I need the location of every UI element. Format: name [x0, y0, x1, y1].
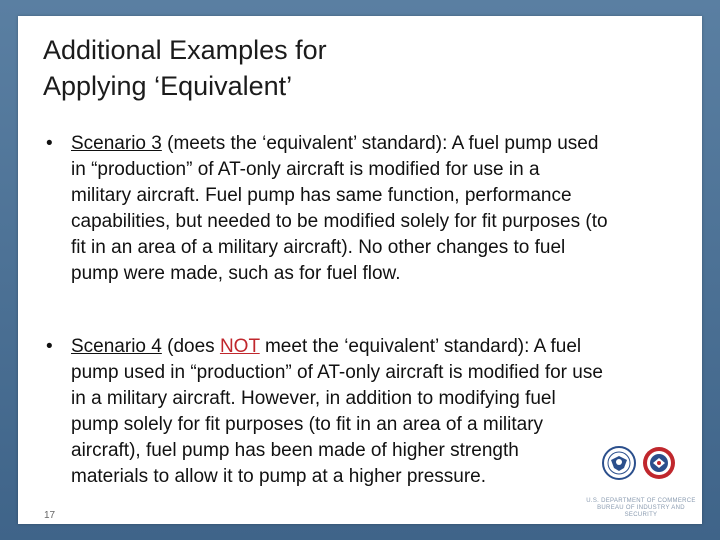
bis-seal-icon	[642, 446, 676, 480]
scenario-3-line-3: military aircraft. Fuel pump has same function, performance	[71, 185, 572, 206]
agency-logo	[586, 446, 696, 516]
scenario-4-line-2: pump used in “production” of AT-only aircraft is modified for use	[71, 362, 603, 383]
bullet-marker: •	[46, 133, 53, 154]
title-line-2: Applying ‘Equivalent’	[43, 71, 293, 101]
scenario-3-line-5: fit in an area of a military aircraft). No other changes to fuel	[71, 237, 566, 258]
scenario-4-post: meet the ‘equivalent’ standard): A fuel	[259, 336, 582, 357]
scenario-3-label: Scenario 3	[71, 133, 162, 154]
slide	[18, 16, 702, 524]
scenario-4-line-3: in a military aircraft. However, in addition to modifying fuel	[71, 388, 556, 409]
scenario-3-line-6: pump were made, such as for fuel flow.	[71, 263, 401, 284]
agency-name	[586, 498, 696, 519]
scenario-3-line-2: in “production” of AT-only aircraft is modified for use in a	[71, 159, 540, 180]
commerce-seal-icon	[602, 446, 636, 480]
scenario-3-line-1: (meets the ‘equivalent’ standard): A fuel pump used	[161, 133, 599, 154]
bullet-marker: •	[46, 336, 53, 357]
bullet-scenario-3	[46, 131, 686, 287]
scenario-4-pre: (does	[161, 336, 220, 357]
scenario-4-line-4: pump solely for fit purposes (to fit in an area of a military	[71, 414, 544, 435]
slide-title	[43, 32, 683, 104]
page-number: 17	[44, 510, 56, 521]
scenario-4-not-emphasis: NOT	[219, 336, 260, 357]
agency-line-2: BUREAU OF INDUSTRY AND SECURITY	[597, 505, 685, 518]
scenario-4-line-5: aircraft), fuel pump has been made of higher strength	[71, 440, 519, 461]
agency-line-1: U.S. DEPARTMENT OF COMMERCE	[586, 498, 696, 504]
scenario-3-line-4: capabilities, but needed to be modified solely for fit purposes (to	[71, 211, 608, 232]
scenario-4-label: Scenario 4	[71, 336, 162, 357]
scenario-4-line-6: materials to allow it to pump at a higher pressure.	[71, 466, 487, 487]
title-line-1: Additional Examples for	[43, 35, 327, 65]
